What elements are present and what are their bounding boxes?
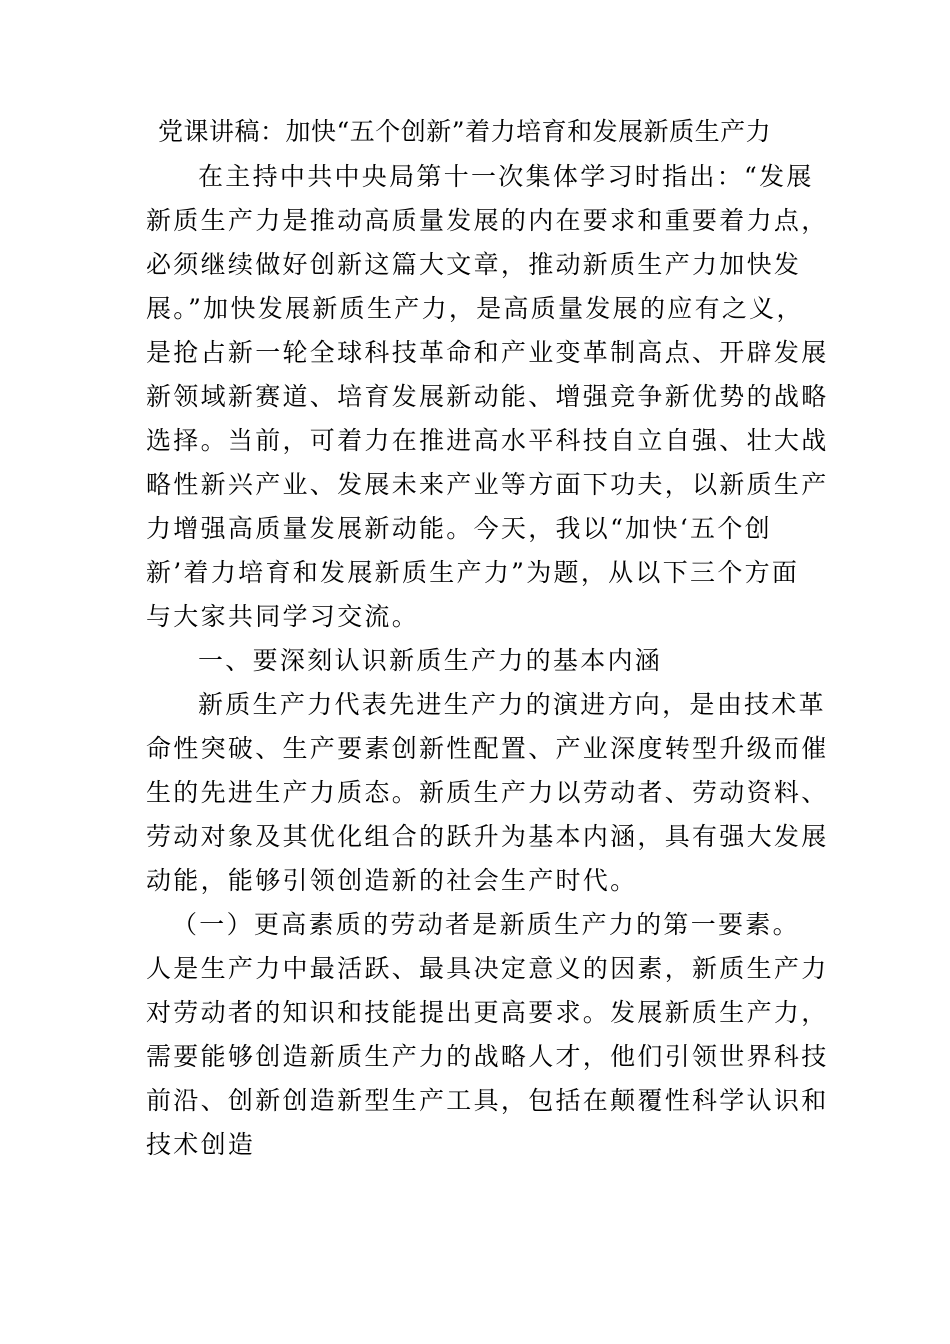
section-line: 生的先进生产力质态。新质生产力以劳动者、劳动资料、	[146, 778, 829, 807]
intro-line: 选择。当前，可着力在推进高水平科技自立自强、壮大战	[146, 426, 829, 455]
subsection-line: 人是生产力中最活跃、最具决定意义的因素，新质生产力	[146, 954, 829, 983]
section-line: 命性突破、生产要素创新性配置、产业深度转型升级而催	[146, 734, 829, 763]
subsection-line: 需要能够创造新质生产力的战略人才，他们引领世界科技	[146, 1042, 829, 1071]
section-line: 动能，能够引领创造新的社会生产时代。	[146, 866, 638, 895]
intro-line: 力增强高质量发展新动能。今天，我以“加快‘五个创	[146, 514, 772, 543]
intro-line: 与大家共同学习交流。	[146, 602, 420, 631]
section-line: 新质生产力代表先进生产力的演进方向，是由技术革	[198, 690, 826, 719]
section-line: 劳动对象及其优化组合的跃升为基本内涵，具有强大发展	[146, 822, 829, 851]
intro-line: 展。”加快发展新质生产力，是高质量发展的应有之义，	[146, 294, 804, 323]
intro-line: 新质生产力是推动高质量发展的内在要求和重要着力点，	[146, 206, 829, 235]
subsection-heading: （一）更高素质的劳动者是新质生产力的第一要素。	[172, 910, 800, 939]
intro-line: 在主持中共中央局第十一次集体学习时指出：“发展	[198, 162, 814, 191]
intro-line: 是抢占新一轮全球科技革命和产业变革制高点、开辟发展	[146, 338, 829, 367]
intro-line: 新领域新赛道、培育发展新动能、增强竞争新优势的战略	[146, 382, 829, 411]
subsection-line: 技术创造	[146, 1130, 256, 1159]
intro-line: 新’着力培育和发展新质生产力”为题，从以下三个方面	[146, 558, 800, 587]
intro-line: 略性新兴产业、发展未来产业等方面下功夫，以新质生产	[146, 470, 829, 499]
document-title: 党课讲稿：加快“五个创新”着力培育和发展新质生产力	[158, 117, 772, 146]
intro-line: 必须继续做好创新这篇大文章，推动新质生产力加快发	[146, 250, 802, 279]
subsection-line: 前沿、创新创造新型生产工具，包括在颠覆性科学认识和	[146, 1086, 829, 1115]
subsection-line: 对劳动者的知识和技能提出更高要求。发展新质生产力，	[146, 998, 829, 1027]
section-heading: 一、要深刻认识新质生产力的基本内涵	[198, 646, 663, 675]
